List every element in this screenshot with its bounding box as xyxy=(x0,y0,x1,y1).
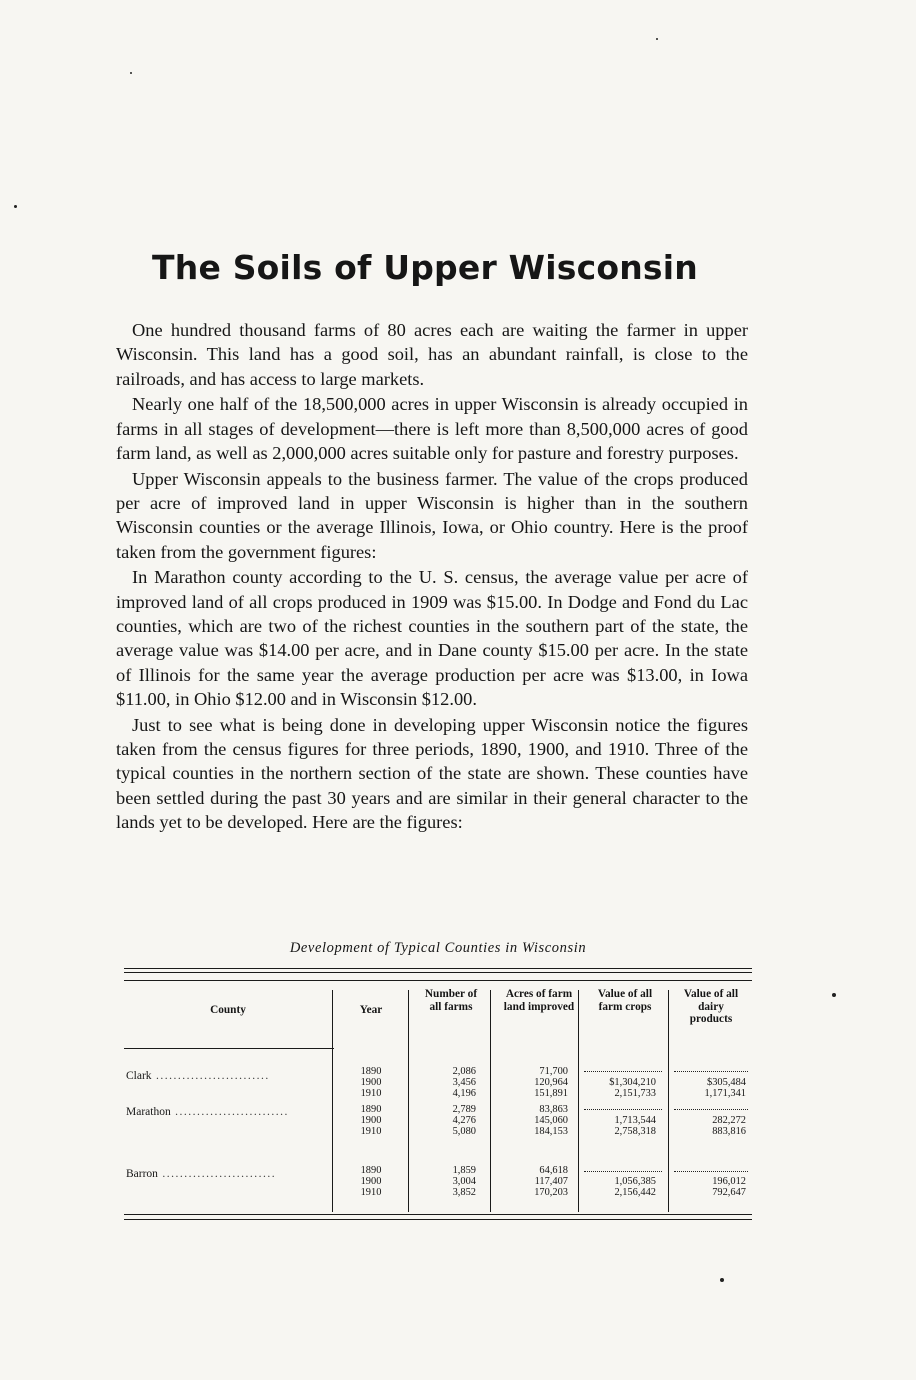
column-divider xyxy=(408,990,409,1212)
dotted-leader xyxy=(584,1171,662,1172)
scan-speck xyxy=(720,1278,724,1282)
dotted-leader xyxy=(584,1071,662,1072)
year-cell: 1900 xyxy=(360,1176,382,1187)
table-caption: Development of Typical Counties in Wisconsin xyxy=(289,940,587,956)
year-cell: 1890 xyxy=(360,1066,382,1077)
scan-speck xyxy=(656,38,658,40)
acres-cell: 64,618 xyxy=(539,1165,568,1176)
dairy-cell: 1,171,341 xyxy=(704,1088,746,1099)
farms-cell: 4,276 xyxy=(452,1115,476,1126)
dotted-leader xyxy=(674,1109,748,1110)
farms-cell: 4,196 xyxy=(452,1088,476,1099)
crops-cell: 2,151,733 xyxy=(614,1088,656,1099)
table-rule xyxy=(124,1214,752,1215)
crops-cell: $1,304,210 xyxy=(609,1077,656,1088)
table-rule xyxy=(124,980,752,981)
year-cell: 1890 xyxy=(360,1165,382,1176)
header-year: Year xyxy=(359,1004,383,1016)
farms-cell: 3,004 xyxy=(452,1176,476,1187)
farms-cell: 3,852 xyxy=(452,1187,476,1198)
column-divider xyxy=(578,990,579,1212)
header-county: County xyxy=(210,1004,246,1016)
year-cell: 1910 xyxy=(360,1088,382,1099)
dairy-cell: 196,012 xyxy=(712,1176,746,1187)
county-label: Marathon xyxy=(126,1106,171,1118)
dairy-cell: $305,484 xyxy=(707,1077,746,1088)
dotted-leader xyxy=(584,1109,662,1110)
scan-speck xyxy=(832,993,836,997)
county-name: Clark .......................... xyxy=(126,1070,270,1082)
year-cell: 1900 xyxy=(360,1115,382,1126)
table-rule xyxy=(124,1219,752,1220)
header-rule xyxy=(124,1048,334,1049)
farms-cell: 2,789 xyxy=(452,1104,476,1115)
column-divider xyxy=(668,990,669,1212)
dairy-cell: 792,647 xyxy=(712,1187,746,1198)
year-cell: 1890 xyxy=(360,1104,382,1115)
header-farms: Number of all farms xyxy=(424,988,478,1013)
county-label: Barron xyxy=(126,1168,158,1180)
header-crops: Value of all farm crops xyxy=(597,988,653,1013)
paragraph: Upper Wisconsin appeals to the business farmer. The value of the crops produced per acre of improved land in upper Wisconsin is higher than in the southern Wisconsin counties or the average Illinois, Iowa, or Ohio country. Here is the proof taken from the government figures: xyxy=(116,468,748,562)
paragraph: Nearly one half of the 18,500,000 acres in upper Wisconsin is already occupied in farms in all stages of development—there is left more than 8,500,000 acres of good farm land, as well as 2,000,000 acres suitable only for pasture and forestry purposes. xyxy=(116,394,748,463)
acres-cell: 117,407 xyxy=(534,1176,568,1187)
crops-cell: 1,713,544 xyxy=(614,1115,656,1126)
acres-cell: 184,153 xyxy=(534,1126,568,1137)
farms-cell: 3,456 xyxy=(452,1077,476,1088)
crops-cell: 1,056,385 xyxy=(614,1176,656,1187)
table-rule xyxy=(124,972,752,973)
county-name: Marathon .......................... xyxy=(126,1106,289,1118)
county-label: Clark xyxy=(126,1070,152,1082)
crops-cell: 2,156,442 xyxy=(614,1187,656,1198)
acres-cell: 83,863 xyxy=(539,1104,568,1115)
page-title: The Soils of Upper Wisconsin xyxy=(152,248,698,287)
dairy-cell: 883,816 xyxy=(712,1126,746,1137)
acres-cell: 151,891 xyxy=(534,1088,568,1099)
paragraph: In Marathon county according to the U. S. census, the average value per acre of improved land of all crops produced in 1909 was $15.00. In Dodge and Fond du Lac counties, which are two of the richest counties in the southern part of the state, the average value was $14.00 per acre, and in Dane county $15.00 per acre. In the state of Illinois for the same year the average production per acre was $13.00, in Iowa $11.00, in Ohio $12.00 and in Wisconsin $12.00. xyxy=(116,567,748,709)
acres-cell: 145,060 xyxy=(534,1115,568,1126)
header-acres: Acres of farm land improved xyxy=(503,988,575,1013)
year-cell: 1910 xyxy=(360,1126,382,1137)
table-rule xyxy=(124,968,752,969)
acres-cell: 170,203 xyxy=(534,1187,568,1198)
scan-speck xyxy=(14,205,17,208)
farms-cell: 5,080 xyxy=(452,1126,476,1137)
year-cell: 1900 xyxy=(360,1077,382,1088)
paragraph: One hundred thousand farms of 80 acres each are waiting the farmer in upper Wisconsin. This land has a good soil, has an abundant rainfall, is close to the railroads, and has access to large markets. xyxy=(116,320,748,389)
body-text xyxy=(116,318,748,836)
crops-cell: 2,758,318 xyxy=(614,1126,656,1137)
header-dairy: Value of all dairy products xyxy=(683,988,739,1025)
acres-cell: 120,964 xyxy=(534,1077,568,1088)
year-cell: 1910 xyxy=(360,1187,382,1198)
farms-cell: 2,086 xyxy=(452,1066,476,1077)
dairy-cell: 282,272 xyxy=(712,1115,746,1126)
dotted-leader xyxy=(674,1171,748,1172)
column-divider xyxy=(332,990,333,1212)
county-name: Barron .......................... xyxy=(126,1168,277,1180)
dotted-leader xyxy=(674,1071,748,1072)
acres-cell: 71,700 xyxy=(539,1066,568,1077)
paragraph: Just to see what is being done in developing upper Wisconsin notice the figures taken from the census figures for three periods, 1890, 1900, and 1910. Three of the typical counties in the northern section of the state are shown. These counties have been settled during the past 30 years and are similar in their general character to the lands yet to be developed. Here are the figures: xyxy=(116,714,748,832)
scan-speck xyxy=(130,72,132,74)
farms-cell: 1,859 xyxy=(452,1165,476,1176)
data-table xyxy=(124,968,752,1222)
